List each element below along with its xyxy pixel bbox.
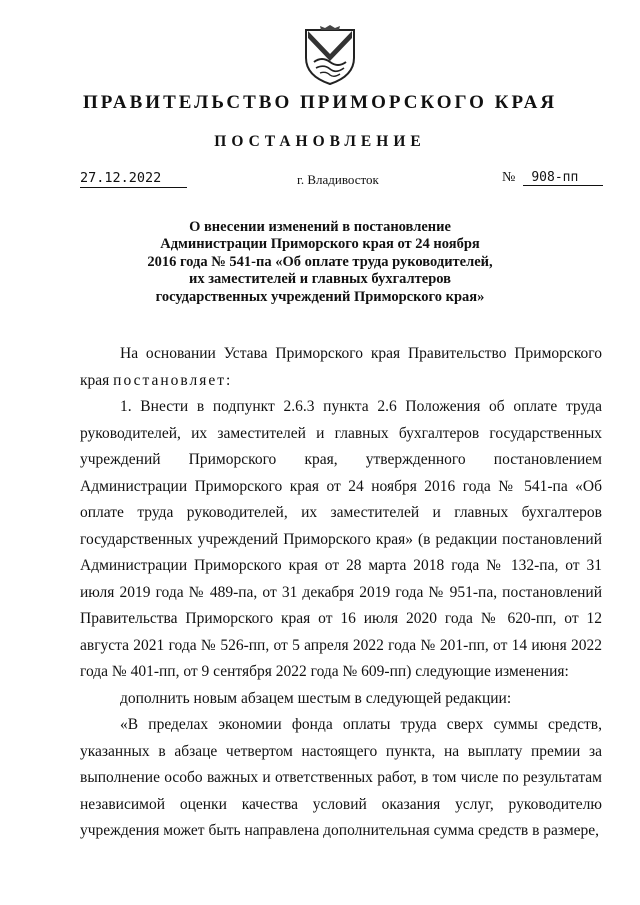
paragraph-item-1: 1. Внести в подпункт 2.6.3 пункта 2.6 Положения об оплате труда руководителей, их заместителей и главных бухгалтеров государственных учреждений Приморского края, утвержденного постановлением Администрации Приморского края от 24 ноября 2016 года № 541-па «Об оплате труда руководителей, их заместителей и главных бухгалтеров государственных учреждений Приморского края» (в редакции постановлений Администрации Приморского края от 28 марта 2018 года № 132-па, от 31 июля 2019 года № 489-па, от 31 декабря 2019 года № 951-па, постановлений Правительства Приморского края от 16 июля 2020 года № 620-пп, от 12 августа 2021 года № 526-пп, от 5 апреля 2022 года № 201-пп, от 14 июня 2022 года № 401-пп, от 9 сентября 2022 года № 609-пп) следующие изменения: bbox=[80, 398, 602, 680]
number-value: 908-пп bbox=[523, 170, 603, 186]
paragraph-amendment-intro: дополнить новым абзацем шестым в следующей редакции: bbox=[120, 689, 512, 707]
document-number bbox=[502, 170, 603, 186]
primorsky-krai-coat-of-arms-icon bbox=[296, 24, 364, 86]
subject-line: их заместителей и главных бухгалтеров bbox=[188, 271, 452, 288]
subject-line: Администрации Приморского края от 24 ноября bbox=[160, 236, 480, 253]
paragraph-amendment-text: «В пределах экономии фонда оплаты труда сверх суммы средств, указанных в абзаце четвертом настоящего пункта, на выплату премии за выполнение особо важных и ответственных работ, в том числе по результатам независимой оценки качества условий оказания услуг, руководителю учреждения может быть направлена дополнительная сумма средств в размере, bbox=[80, 716, 602, 839]
document-city: г. Владивосток bbox=[297, 172, 379, 187]
document-subject bbox=[60, 219, 580, 306]
number-sign: № bbox=[502, 170, 516, 185]
subject-line: О внесении изменений в постановление bbox=[189, 219, 451, 235]
paragraph-preamble bbox=[80, 341, 602, 394]
government-title: ПРАВИТЕЛЬСТВО ПРИМОРСКОГО КРАЯ bbox=[82, 92, 558, 113]
subject-line: государственных учреждений Приморского края» bbox=[155, 288, 485, 305]
document-date: 27.12.2022 bbox=[80, 170, 187, 188]
document-body bbox=[80, 341, 602, 845]
preamble-text: На основании Устава Приморского края Правительство Приморского края bbox=[80, 345, 602, 389]
preamble-resolve-word: постановляет: bbox=[113, 371, 233, 389]
subject-line: 2016 года № 541-па «Об оплате труда руководителей, bbox=[147, 253, 493, 270]
document-type: ПОСТАНОВЛЕНИЕ bbox=[214, 133, 426, 150]
